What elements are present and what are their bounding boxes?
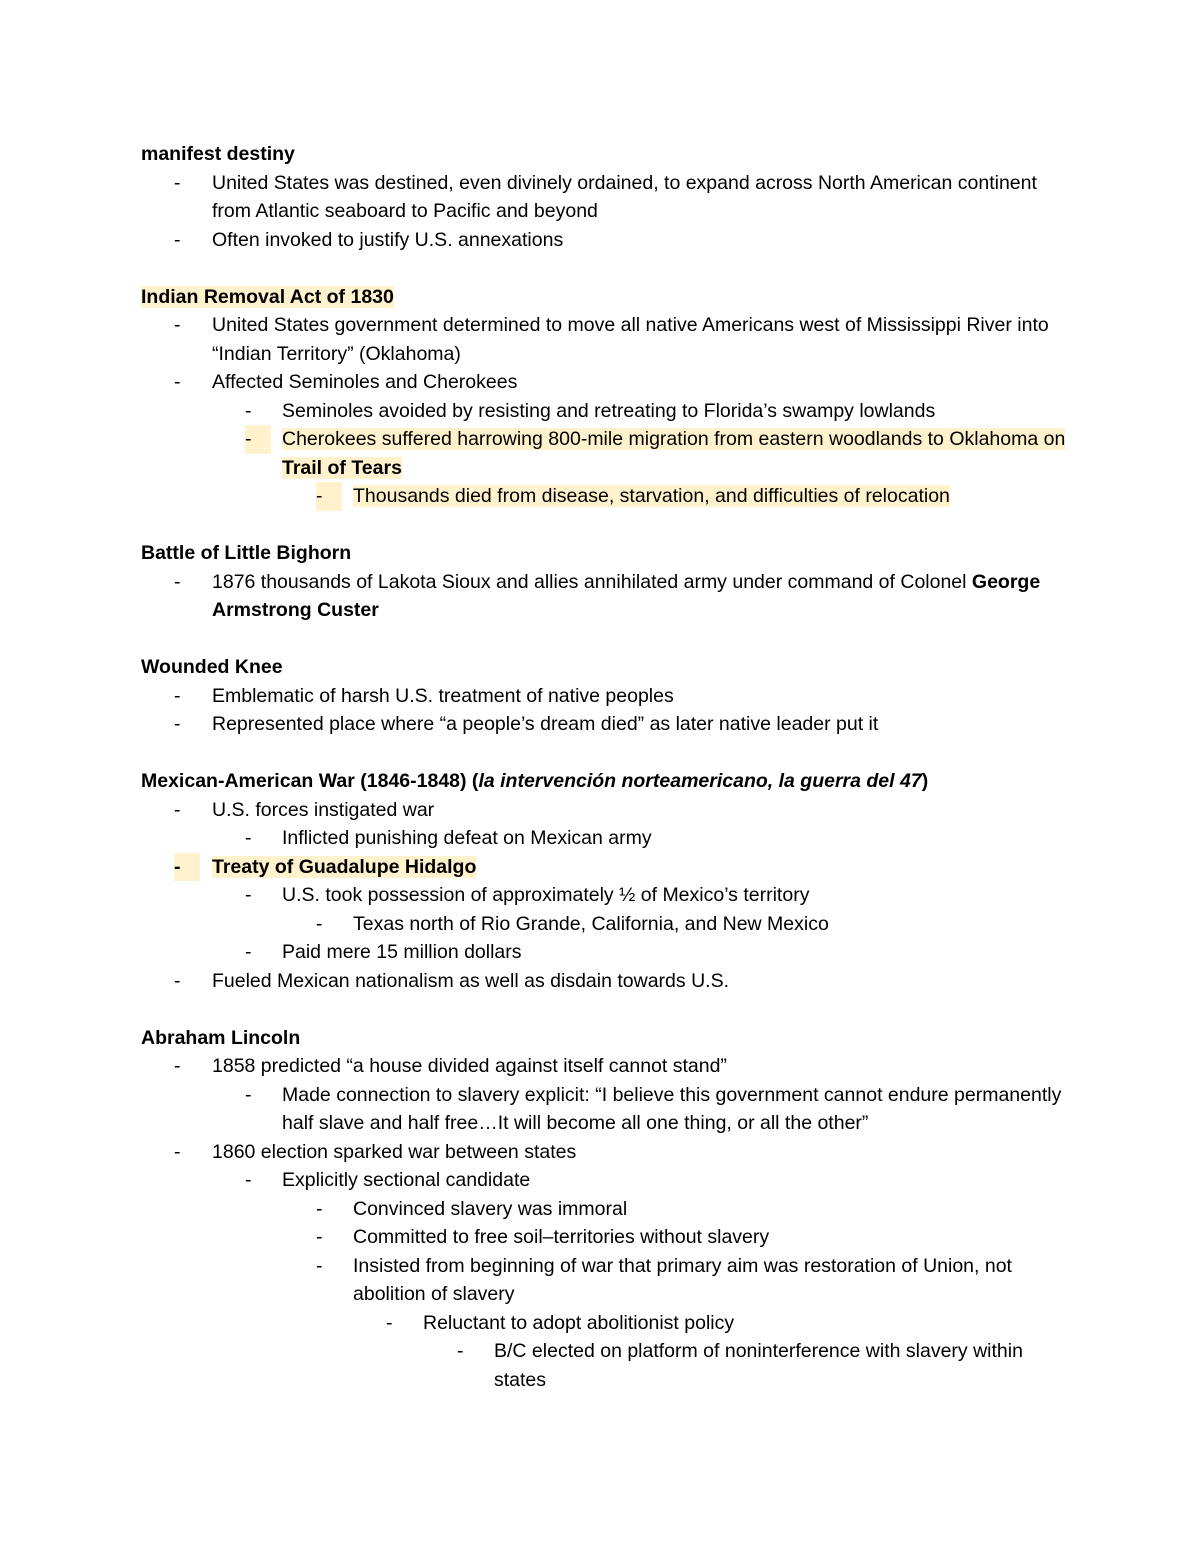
bullet-text-wrap: [212, 172, 1037, 223]
bullet-text: Convinced slavery was immoral: [353, 1197, 628, 1220]
bullet-text-wrap: [212, 799, 434, 821]
bullet-dash: -: [174, 684, 181, 707]
bullet-item: [141, 796, 1071, 825]
bullet-dash: -: [245, 425, 271, 454]
bullet-item: [141, 482, 1071, 511]
bullet-text-wrap: [282, 1169, 530, 1191]
bullet-dash: -: [174, 371, 181, 393]
bullet-item: [141, 368, 1071, 397]
section-heading: [141, 283, 1071, 312]
bullet-text-wrap: [212, 371, 517, 393]
bullet-text: Paid mere 15 million dollars: [282, 941, 522, 963]
bullet-dash: -: [245, 399, 252, 422]
bullet-text-wrap: [353, 913, 829, 935]
bullet-item: [141, 967, 1071, 996]
bullet-dash: -: [174, 853, 200, 882]
heading-text: Indian Removal Act of 1830: [141, 285, 394, 308]
bullet-text: Cherokees suffered harrowing 800-mile migration from eastern woodlands to Oklahoma on: [282, 428, 1066, 450]
bullet-text-wrap: [282, 827, 652, 849]
bullet-text: U.S. forces instigated war: [212, 798, 435, 821]
bullet-dash: -: [174, 314, 181, 336]
bullet-text: United States government determined to move all native Americans west of Mississippi River into “Indian Territory” (Oklahoma): [212, 314, 1049, 365]
bullet-bold-term: George Armstrong Custer: [212, 570, 1041, 621]
bullet-item: [141, 397, 1071, 426]
bullet-item: [141, 1252, 1071, 1309]
section: [141, 767, 1071, 995]
bullet-text: United States was destined, even divinely ordained, to expand across North American continent from Atlantic seaboard to Pacific and beyond: [212, 171, 1037, 222]
bullet-text-wrap: [212, 1141, 576, 1163]
bullet-text-wrap: [353, 1198, 627, 1220]
section-heading: [141, 653, 1071, 682]
heading-italic-text: la intervención norteamericano, la guerra del 47: [478, 770, 922, 792]
bullet-text-wrap: [212, 314, 1049, 365]
bullet-text-wrap: [282, 1084, 1061, 1135]
heading-close-paren: ): [921, 770, 929, 792]
bullet-text-wrap: [353, 485, 950, 507]
bullet-text: Inflicted punishing defeat on Mexican army: [282, 827, 652, 849]
bullet-item: [141, 1337, 1071, 1394]
section: [141, 539, 1071, 625]
section-heading: [141, 1024, 1071, 1053]
bullet-text: 1860 election sparked war between states: [212, 1140, 577, 1163]
bullet-text-wrap: [212, 970, 729, 992]
bullet-text-wrap: [282, 884, 809, 906]
bullet-item: [141, 710, 1071, 739]
bullet-text: Often invoked to justify U.S. annexations: [212, 228, 564, 251]
bullet-item: [141, 1138, 1071, 1167]
bullet-dash: -: [316, 1254, 323, 1277]
bullet-text: Fueled Mexican nationalism as well as disdain towards U.S.: [212, 969, 729, 992]
bullet-dash: -: [457, 1340, 464, 1362]
bullet-dash: -: [174, 228, 181, 251]
bullet-dash: -: [174, 570, 181, 593]
bullet-text-wrap: [212, 229, 563, 251]
bullet-text-wrap: [494, 1340, 1023, 1391]
bullet-text: Texas north of Rio Grande, California, and New Mexico: [353, 912, 829, 935]
bullet-item: [141, 169, 1071, 226]
heading-text: Wounded Knee: [141, 656, 283, 678]
section: [141, 283, 1071, 511]
bullet-dash: -: [174, 798, 181, 821]
bullet-text-wrap: [212, 685, 674, 707]
bullet-text-wrap: [212, 1055, 727, 1077]
bullet-text: Emblematic of harsh U.S. treatment of native peoples: [212, 684, 674, 707]
bullet-item: [141, 1223, 1071, 1252]
bullet-text: Affected Seminoles and Cherokees: [212, 371, 518, 393]
section: [141, 653, 1071, 739]
bullet-text-wrap: [282, 428, 1065, 479]
bullet-dash: -: [316, 482, 342, 511]
bullet-item: [141, 910, 1071, 939]
heading-text: Battle of Little Bighorn: [141, 542, 352, 564]
bullet-item: [141, 1195, 1071, 1224]
section: [141, 140, 1071, 254]
bullet-dash: -: [316, 912, 323, 935]
bullet-text-wrap: [282, 400, 935, 422]
bullet-item: [141, 824, 1071, 853]
bullet-dash: -: [245, 1169, 252, 1191]
bullet-dash: -: [245, 1083, 252, 1106]
bullet-item: [141, 682, 1071, 711]
bullet-text: B/C elected on platform of noninterference with slavery within states: [494, 1340, 1023, 1391]
bullet-bold-term: Trail of Tears: [282, 456, 402, 479]
bullet-item: [141, 1166, 1071, 1195]
bullet-item: [141, 1052, 1071, 1081]
bullet-text-wrap: [353, 1226, 769, 1248]
bullet-text: Made connection to slavery explicit: “I believe this government cannot endure permanently half slave and half free…It will become all one thing, or all the other”: [282, 1083, 1062, 1134]
section-heading: [141, 767, 1071, 796]
bullet-item: [141, 425, 1071, 482]
bullet-text: Represented place where “a people’s dream died” as later native leader put it: [212, 713, 879, 735]
bullet-text: 1858 predicted “a house divided against itself cannot stand”: [212, 1055, 727, 1077]
bullet-dash: -: [174, 1140, 181, 1163]
bullet-item: [141, 568, 1071, 625]
bullet-item: [141, 853, 1071, 882]
bullet-dash: -: [245, 941, 252, 963]
bullet-dash: -: [174, 171, 181, 194]
bullet-dash: -: [174, 1055, 181, 1077]
bullet-item: [141, 1081, 1071, 1138]
bullet-dash: -: [316, 1226, 323, 1248]
bullet-text-wrap: [282, 941, 522, 963]
bullet-item: [141, 311, 1071, 368]
bullet-text-wrap: [212, 856, 476, 878]
bullet-text-wrap: [353, 1255, 1012, 1306]
bullet-dash: -: [245, 884, 252, 906]
bullet-item: [141, 881, 1071, 910]
document-body: [141, 140, 1071, 1423]
bullet-text: Explicitly sectional candidate: [282, 1169, 531, 1191]
bullet-text: U.S. took possession of approximately ½ of Mexico’s territory: [282, 884, 810, 906]
heading-text: manifest destiny: [141, 143, 295, 165]
bullet-dash: -: [174, 713, 181, 735]
bullet-text: 1876 thousands of Lakota Sioux and allies annihilated army under command of Colonel: [212, 570, 972, 593]
bullet-text: Reluctant to adopt abolitionist policy: [423, 1311, 735, 1334]
bullet-text: Thousands died from disease, starvation, and difficulties of relocation: [353, 485, 950, 507]
bullet-text-wrap: [423, 1312, 734, 1334]
section: [141, 1024, 1071, 1395]
bullet-dash: -: [174, 969, 181, 992]
section-heading: [141, 140, 1071, 169]
section-heading: [141, 539, 1071, 568]
bullet-text: Insisted from beginning of war that primary aim was restoration of Union, not abolition of slavery: [353, 1254, 1012, 1305]
heading-text: Mexican-American War (1846-1848) (: [141, 770, 479, 792]
bullet-text: Treaty of Guadalupe Hidalgo: [212, 855, 477, 878]
heading-text: Abraham Lincoln: [141, 1026, 301, 1049]
bullet-dash: -: [245, 827, 252, 849]
bullet-text-wrap: [212, 571, 1040, 622]
bullet-item: [141, 1309, 1071, 1338]
bullet-item: [141, 226, 1071, 255]
bullet-text: Committed to free soil–territories without slavery: [353, 1226, 770, 1248]
bullet-text: Seminoles avoided by resisting and retreating to Florida’s swampy lowlands: [282, 399, 936, 422]
bullet-item: [141, 938, 1071, 967]
bullet-text-wrap: [212, 713, 878, 735]
bullet-dash: -: [316, 1197, 323, 1220]
bullet-dash: -: [386, 1311, 393, 1334]
